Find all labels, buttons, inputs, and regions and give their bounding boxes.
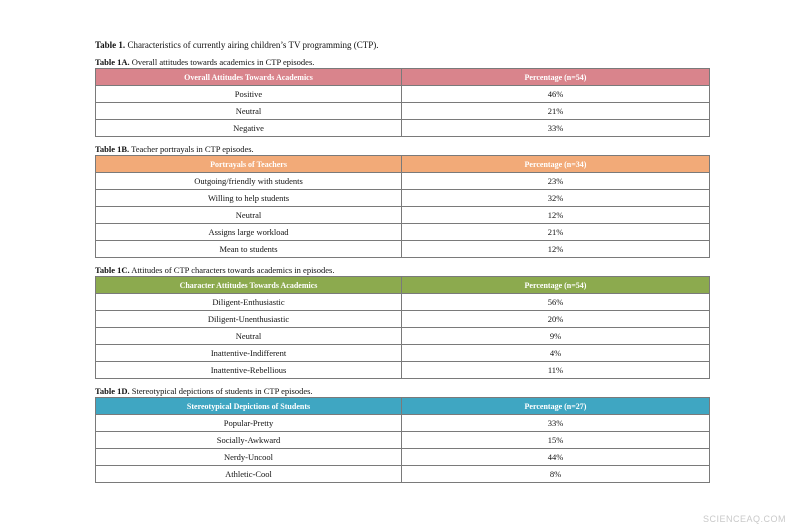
table-row [96,224,710,241]
document-title-text: Characteristics of currently airing children’s TV programming (CTP). [125,40,379,50]
table-row [96,466,710,483]
table-1c-caption-text: Attitudes of CTP characters towards academics in episodes. [129,265,335,275]
row-value: 33% [402,415,710,432]
column-header-category: Character Attitudes Towards Academics [96,277,402,294]
row-label: Positive [96,86,402,103]
table-1d-caption-text: Stereotypical depictions of students in CTP episodes. [129,386,313,396]
column-header-percentage: Percentage (n=34) [402,156,710,173]
row-value: 9% [402,328,710,345]
row-value: 46% [402,86,710,103]
row-label: Neutral [96,207,402,224]
table-1a [95,68,710,137]
table-1b-number: Table 1B. [95,144,130,154]
table-1c-number: Table 1C. [95,265,130,275]
table-1c [95,276,710,379]
row-value: 32% [402,190,710,207]
row-value: 23% [402,173,710,190]
table-row [96,449,710,466]
table-row [96,345,710,362]
column-header-percentage: Percentage (n=54) [402,69,710,86]
table-1d-number: Table 1D. [95,386,130,396]
row-value: 15% [402,432,710,449]
row-label: Assigns large workload [96,224,402,241]
table-row [96,432,710,449]
table-row [96,86,710,103]
row-value: 56% [402,294,710,311]
table-header-row [96,398,710,415]
table-row [96,120,710,137]
row-label: Negative [96,120,402,137]
table-row [96,311,710,328]
row-value: 20% [402,311,710,328]
table-row [96,190,710,207]
table-header-row [96,156,710,173]
row-label: Diligent-Unenthusiastic [96,311,402,328]
table-1a-caption [95,57,709,67]
table-1d-caption [95,386,709,396]
table-row [96,207,710,224]
row-value: 44% [402,449,710,466]
table-1d [95,397,710,483]
table-row [96,328,710,345]
table-row [96,173,710,190]
table-1c-caption [95,265,709,275]
row-value: 12% [402,241,710,258]
table-row [96,362,710,379]
table-header-row [96,277,710,294]
row-label: Willing to help students [96,190,402,207]
table-row [96,103,710,120]
table-row [96,415,710,432]
column-header-percentage: Percentage (n=27) [402,398,710,415]
row-label: Popular-Pretty [96,415,402,432]
row-value: 8% [402,466,710,483]
row-label: Inattentive-Indifferent [96,345,402,362]
watermark: SCIENCEAQ.COM [702,514,786,524]
row-value: 12% [402,207,710,224]
row-label: Neutral [96,103,402,120]
row-value: 33% [402,120,710,137]
document-title-number: Table 1. [95,40,126,50]
table-1a-number: Table 1A. [95,57,130,67]
row-value: 11% [402,362,710,379]
row-label: Outgoing/friendly with students [96,173,402,190]
table-1b-caption-text: Teacher portrayals in CTP episodes. [129,144,254,154]
row-label: Mean to students [96,241,402,258]
row-label: Diligent-Enthusiastic [96,294,402,311]
document [95,40,709,490]
row-label: Socially-Awkward [96,432,402,449]
row-value: 21% [402,224,710,241]
document-title [95,40,709,51]
row-label: Neutral [96,328,402,345]
row-value: 21% [402,103,710,120]
row-value: 4% [402,345,710,362]
table-1b-caption [95,144,709,154]
row-label: Athletic-Cool [96,466,402,483]
table-1a-caption-text: Overall attitudes towards academics in CTP episodes. [129,57,315,67]
column-header-category: Portrayals of Teachers [96,156,402,173]
column-header-category: Stereotypical Depictions of Students [96,398,402,415]
column-header-category: Overall Attitudes Towards Academics [96,69,402,86]
column-header-percentage: Percentage (n=54) [402,277,710,294]
table-header-row [96,69,710,86]
table-1b [95,155,710,258]
table-row [96,241,710,258]
table-row [96,294,710,311]
row-label: Nerdy-Uncool [96,449,402,466]
row-label: Inattentive-Rebellious [96,362,402,379]
